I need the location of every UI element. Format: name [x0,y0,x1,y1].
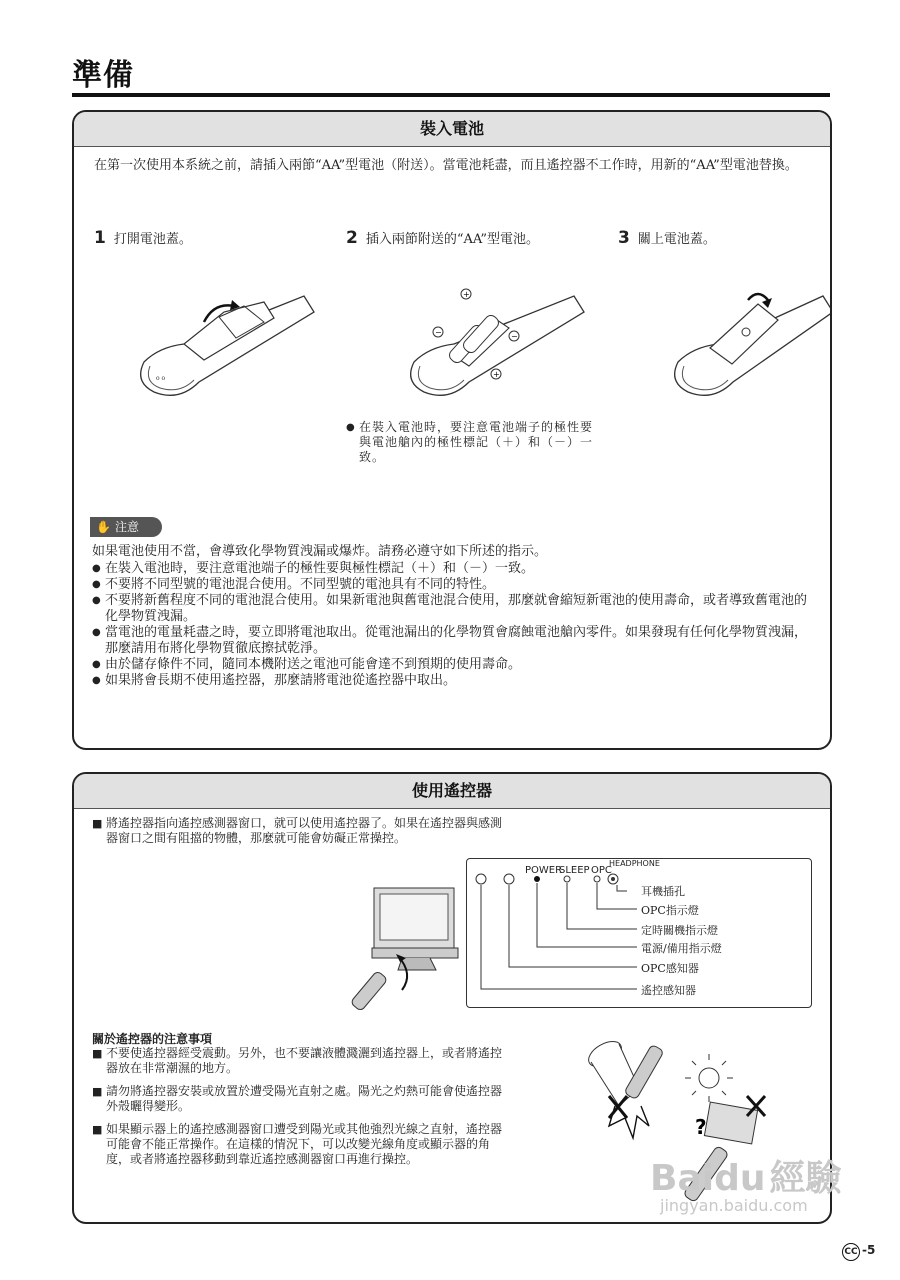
step-3 [618,228,716,248]
front-panel-lines [467,859,811,1007]
opc-label: OPC [591,865,612,876]
sleep-label: SLEEP [559,865,590,876]
region-badge: CC [842,1243,860,1261]
remote-notes-title: 關於遙控器的注意事項 [92,1032,213,1046]
indicator-label: OPC感知器 [641,962,699,975]
caution-list [92,561,812,689]
page-title: 準備 [72,58,134,93]
list-item: ● 如果將會長期不使用遙控器，那麼請將電池從遙控器中取出。 [92,673,812,689]
page-number-area [842,1243,875,1261]
caution-badge [90,517,162,537]
polarity-note [346,420,600,465]
caution-label: 注意 [114,520,139,534]
tv-with-remote-illustration [344,874,474,1014]
list-item: ■ 請勿將遙控器安裝或放置於遭受陽光直射之處。陽光之灼熱可能會使遙控器外殼曬得變形。 [92,1084,504,1114]
headphone-label: HEADPHONE [609,859,660,868]
list-item: ● 不要將不同型號的電池混合使用。不同型號的電池具有不同的特性。 [92,577,812,593]
step-text: 打開電池蓋。 [113,232,192,247]
caution-intro: 如果電池使用不當，會導致化學物質洩漏或爆炸。請務必遵守如下所述的指示。 [92,544,548,559]
list-item: ● 由於儲存條件不同，隨同本機附送之電池可能會達不到預期的使用壽命。 [92,657,812,673]
svg-text:−: − [435,328,442,337]
svg-text:+: + [463,290,470,299]
remote-open-cover-illustration [124,282,324,412]
indicator-label: 耳機插孔 [641,885,685,898]
indicator-label: 電源/備用指示燈 [641,942,722,955]
svg-text:?: ? [695,1115,707,1139]
svg-text:−: − [511,332,518,341]
remote-close-cover-illustration [658,282,832,412]
step-number: 3 [618,228,630,248]
indicator-label: 定時關機指示燈 [641,924,718,937]
title-rule [72,93,830,97]
page-number: -5 [862,1243,876,1257]
indicator-label: OPC指示燈 [641,904,699,917]
list-item: ● 在裝入電池時，要注意電池端子的極性要與極性標記（＋）和（－）一致。 [92,561,812,577]
section-heading: 裝入電池 [74,112,830,147]
step-number: 2 [346,228,358,248]
watermark-brand: Baidu [650,1158,766,1199]
list-item: ■ 如果顯示器上的遙控感測器窗口遭受到陽光或其他強烈光線之直射，遙控器可能會不能正常操作。在這樣的情況下，可以改變光線角度或顯示器的角度，或者將遙控器移動到靠近遙控感測器窗口再進行操控。 [92,1122,504,1167]
svg-text:o o: o o [156,375,166,382]
step-text: 關上電池蓋。 [637,232,716,247]
watermark-url: jingyan.baidu.com [660,1196,808,1215]
remote-notes-list [92,1046,504,1175]
step-2 [346,228,539,248]
list-item: ● 當電池的電量耗盡之時，要立即將電池取出。從電池漏出的化學物質會腐蝕電池艙內零件。如果發現有任何化學物質洩漏，那麼請用布將化學物質徹底擦拭乾淨。 [92,625,812,657]
list-item: ● 不要將新舊程度不同的電池混合使用。如果新電池與舊電池混合使用，那麼就會縮短新電池的使用壽命，或者導致舊電池的化學物質洩漏。 [92,593,812,625]
battery-intro: 在第一次使用本系統之前，請插入兩節“AA”型電池（附送）。當電池耗盡，而且遙控器不工作時，用新的“AA”型電池替換。 [94,158,798,173]
remote-insert-batteries-illustration [394,282,594,412]
step-1 [94,228,192,248]
step-number: 1 [94,228,106,248]
battery-section [72,110,832,750]
indicator-label: 遙控感知器 [641,984,696,997]
watermark-brand-cn: 經驗 [769,1158,842,1199]
svg-text:+: + [493,370,500,379]
polarity-note-text: ● 在裝入電池時，要注意電池端子的極性要與電池艙內的極性標記（＋）和（－）一致。 [346,420,600,465]
list-item: ■ 不要使遙控器經受震動。另外，也不要讓液體濺灑到遙控器上，或者將遙控器放在非常潮濕的地方。 [92,1046,504,1076]
hand-icon: ✋ [96,520,111,534]
usage-intro: ■ 將遙控器指向遙控感測器窗口，就可以使用遙控器了。如果在遙控器與感測器窗口之間有阻擋的物體，那麼就可能會妨礙正常操控。 [92,816,502,846]
front-panel-diagram [466,858,812,1008]
usage-intro-list [92,816,502,854]
section-heading: 使用遙控器 [74,774,830,809]
power-label: POWER [525,865,563,876]
step-text: 插入兩節附送的“AA”型電池。 [365,232,540,247]
watermark-logo [650,1150,842,1201]
